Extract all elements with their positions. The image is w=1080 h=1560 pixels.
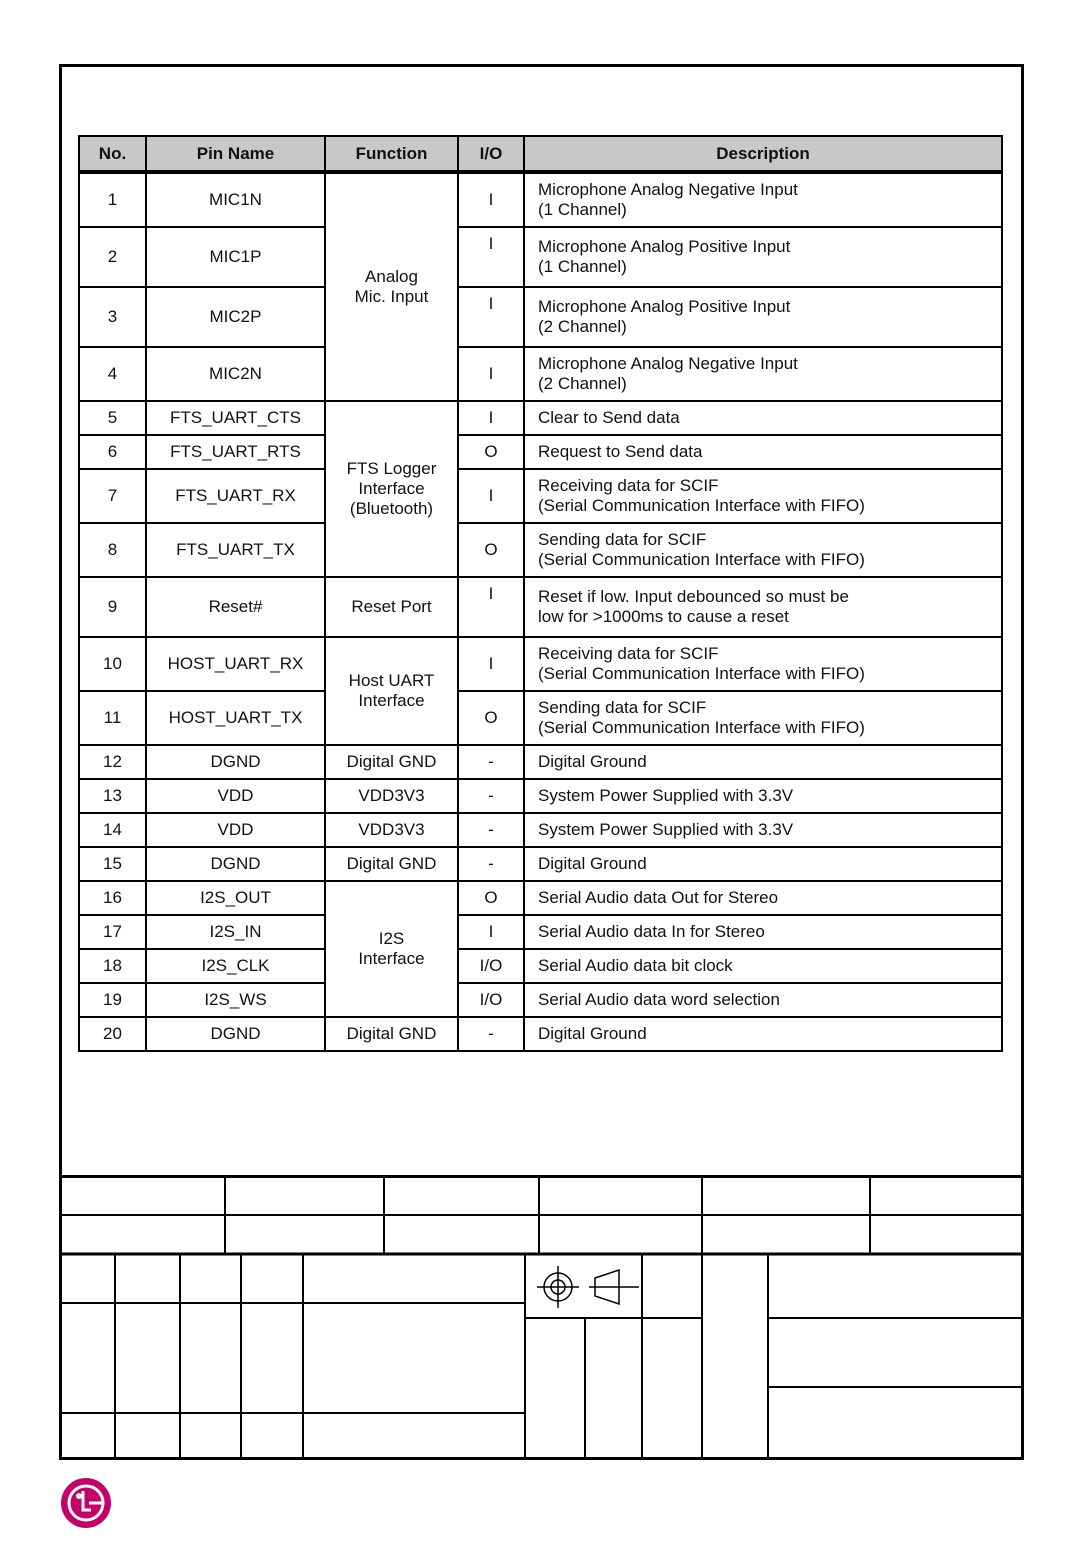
pin-io: O <box>458 523 524 577</box>
pin-description: Microphone Analog Positive Input (2 Channel) <box>524 287 1002 347</box>
pin-number: 13 <box>79 779 146 813</box>
table-row <box>79 813 1002 847</box>
pin-description: Sending data for SCIF (Serial Communication Interface with FIFO) <box>524 691 1002 745</box>
table-row <box>79 779 1002 813</box>
function-cell: Digital GND <box>325 847 458 881</box>
pin-description: Digital Ground <box>524 1017 1002 1051</box>
function-cell <box>325 577 458 637</box>
pin-description: Digital Ground <box>524 745 1002 779</box>
table-row <box>79 691 1002 745</box>
pin-io: I <box>458 401 524 435</box>
pin-name: MIC1N <box>146 172 325 227</box>
pin-name: FTS_UART_RTS <box>146 435 325 469</box>
function-cell <box>325 401 458 577</box>
header-io: I/O <box>458 136 524 172</box>
pin-name: I2S_WS <box>146 983 325 1017</box>
pin-description: Microphone Analog Negative Input (1 Channel) <box>524 172 1002 227</box>
function-cell: VDD3V3 <box>325 779 458 813</box>
pin-io: - <box>458 847 524 881</box>
pin-number: 4 <box>79 347 146 401</box>
pin-io: O <box>458 881 524 915</box>
pin-name: FTS_UART_CTS <box>146 401 325 435</box>
first-angle-projection-icon <box>537 1266 639 1308</box>
table-row <box>79 469 1002 523</box>
table-row <box>79 915 1002 949</box>
pin-io: - <box>458 745 524 779</box>
function-label: Analog Mic. Input <box>354 267 429 306</box>
pin-io: - <box>458 813 524 847</box>
pin-name: I2S_IN <box>146 915 325 949</box>
pin-description: Request to Send data <box>524 435 1002 469</box>
title-block <box>59 1175 1021 1457</box>
function-label: Host UART Interface <box>348 671 435 710</box>
pin-number: 7 <box>79 469 146 523</box>
pin-number: 15 <box>79 847 146 881</box>
pin-name: Reset# <box>146 577 325 637</box>
table-row <box>79 435 1002 469</box>
table-row <box>79 401 1002 435</box>
table-row <box>79 881 1002 915</box>
pin-number: 6 <box>79 435 146 469</box>
function-cell <box>325 881 458 1017</box>
pin-name: VDD <box>146 779 325 813</box>
pin-description: Microphone Analog Positive Input (1 Channel) <box>524 227 1002 287</box>
pin-number: 19 <box>79 983 146 1017</box>
pin-description: Reset if low. Input debounced so must be low for >1000ms to cause a reset <box>524 577 1002 637</box>
pin-number: 1 <box>79 172 146 227</box>
pin-number: 3 <box>79 287 146 347</box>
pin-io: I <box>458 287 524 347</box>
pin-name: HOST_UART_RX <box>146 637 325 691</box>
pin-number: 9 <box>79 577 146 637</box>
pin-number: 12 <box>79 745 146 779</box>
pin-name: DGND <box>146 847 325 881</box>
table-row <box>79 523 1002 577</box>
pin-name: DGND <box>146 1017 325 1051</box>
pin-description: Serial Audio data word selection <box>524 983 1002 1017</box>
function-cell: VDD3V3 <box>325 813 458 847</box>
pin-io: - <box>458 779 524 813</box>
pin-name: HOST_UART_TX <box>146 691 325 745</box>
pin-io: I/O <box>458 949 524 983</box>
pin-name: VDD <box>146 813 325 847</box>
table-row <box>79 637 1002 691</box>
pin-description: Digital Ground <box>524 847 1002 881</box>
function-label: Reset Port <box>351 597 432 616</box>
pin-number: 10 <box>79 637 146 691</box>
pin-table <box>78 135 1003 1052</box>
pin-number: 2 <box>79 227 146 287</box>
pin-description: Serial Audio data In for Stereo <box>524 915 1002 949</box>
pin-name: FTS_UART_RX <box>146 469 325 523</box>
function-cell <box>325 172 458 401</box>
pin-name: MIC2N <box>146 347 325 401</box>
pin-name: I2S_OUT <box>146 881 325 915</box>
pin-io: I <box>458 172 524 227</box>
pin-description: Receiving data for SCIF (Serial Communication Interface with FIFO) <box>524 469 1002 523</box>
function-cell <box>325 637 458 745</box>
table-row <box>79 172 1002 227</box>
pin-number: 16 <box>79 881 146 915</box>
pin-description: Microphone Analog Negative Input (2 Channel) <box>524 347 1002 401</box>
table-row <box>79 983 1002 1017</box>
lg-logo-icon <box>60 1477 112 1529</box>
pin-io: I <box>458 469 524 523</box>
table-row <box>79 227 1002 287</box>
pin-description: System Power Supplied with 3.3V <box>524 779 1002 813</box>
pin-io: - <box>458 1017 524 1051</box>
pin-io: I/O <box>458 983 524 1017</box>
pin-io: O <box>458 435 524 469</box>
table-row <box>79 577 1002 637</box>
pin-number: 5 <box>79 401 146 435</box>
pin-description: Clear to Send data <box>524 401 1002 435</box>
pin-number: 14 <box>79 813 146 847</box>
header-no: No. <box>79 136 146 172</box>
pin-io: I <box>458 577 524 637</box>
table-row <box>79 745 1002 779</box>
pin-name: I2S_CLK <box>146 949 325 983</box>
table-row <box>79 949 1002 983</box>
pin-description: Serial Audio data Out for Stereo <box>524 881 1002 915</box>
pin-name: MIC1P <box>146 227 325 287</box>
pin-description: Receiving data for SCIF (Serial Communication Interface with FIFO) <box>524 637 1002 691</box>
function-label: I2S Interface <box>358 929 425 968</box>
pin-name: DGND <box>146 745 325 779</box>
table-row <box>79 347 1002 401</box>
pin-io: I <box>458 915 524 949</box>
table-row <box>79 847 1002 881</box>
pin-number: 18 <box>79 949 146 983</box>
pin-name: FTS_UART_TX <box>146 523 325 577</box>
pin-name: MIC2P <box>146 287 325 347</box>
pin-io: I <box>458 637 524 691</box>
table-row <box>79 287 1002 347</box>
pin-description: Serial Audio data bit clock <box>524 949 1002 983</box>
function-cell: Digital GND <box>325 1017 458 1051</box>
pin-description: Sending data for SCIF (Serial Communication Interface with FIFO) <box>524 523 1002 577</box>
pin-io: I <box>458 347 524 401</box>
table-row <box>79 1017 1002 1051</box>
pin-io: O <box>458 691 524 745</box>
pin-io: I <box>458 227 524 287</box>
table-header-row <box>79 136 1002 172</box>
pin-description: System Power Supplied with 3.3V <box>524 813 1002 847</box>
title-block-grid <box>59 1175 1021 1457</box>
header-pin-name: Pin Name <box>146 136 325 172</box>
pin-number: 11 <box>79 691 146 745</box>
header-description: Description <box>524 136 1002 172</box>
pin-number: 8 <box>79 523 146 577</box>
pin-number: 20 <box>79 1017 146 1051</box>
pin-number: 17 <box>79 915 146 949</box>
function-cell: Digital GND <box>325 745 458 779</box>
function-label: FTS Logger Interface (Bluetooth) <box>346 459 437 518</box>
header-function: Function <box>325 136 458 172</box>
